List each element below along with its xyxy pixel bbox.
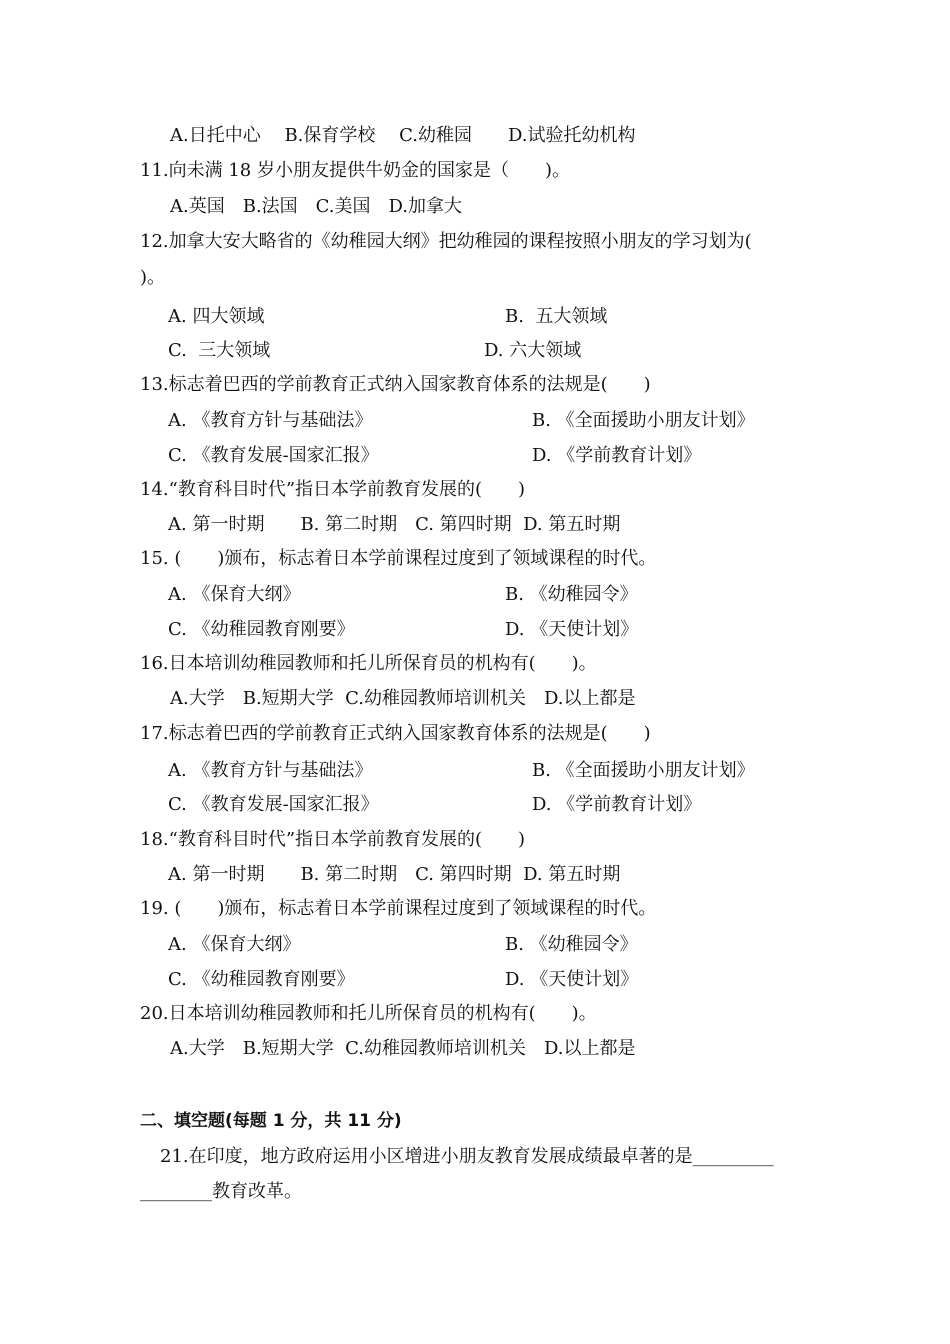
question-stem: 12.加拿大安大略省的《幼稚园大纲》把幼稚园的课程按照小朋友的学习划为(	[140, 231, 752, 252]
question-options: A.日托中心 B.保育学校 C.幼稚园 D.试验托幼机构	[170, 125, 636, 146]
question-options: A.大学 B.短期大学 C.幼稚园教师培训机关 D.以上都是	[170, 1038, 636, 1059]
option-a: A. 《教育方针与基础法》	[168, 410, 373, 431]
question-options: A.英国 B.法国 C.美国 D.加拿大	[170, 196, 463, 217]
option-c: C. 三大领域	[168, 340, 271, 361]
option-b: B. 《幼稚园令》	[505, 584, 638, 605]
option-d: D. 《学前教育计划》	[532, 794, 702, 815]
question-stem: 18.“教育科目时代”指日本学前教育发展的( )	[140, 829, 526, 850]
option-c: C. 《幼稚园教育刚要》	[168, 619, 355, 640]
option-b: B. 《全面援助小朋友计划》	[532, 410, 755, 431]
question-stem: 14.“教育科目时代”指日本学前教育发展的( )	[140, 479, 526, 500]
question-stem-continued: )。	[140, 267, 166, 288]
question-options: A. 第一时期 B. 第二时期 C. 第四时期 D. 第五时期	[168, 514, 621, 535]
question-stem: 20.日本培训幼稚园教师和托儿所保育员的机构有( )。	[140, 1003, 597, 1024]
question-options: A.大学 B.短期大学 C.幼稚园教师培训机关 D.以上都是	[170, 688, 636, 709]
option-b: B. 《幼稚园令》	[505, 934, 638, 955]
option-b: B. 五大领域	[505, 306, 608, 327]
option-c: C. 《教育发展-国家汇报》	[168, 794, 379, 815]
option-a: A. 《教育方针与基础法》	[168, 760, 373, 781]
question-options: A. 第一时期 B. 第二时期 C. 第四时期 D. 第五时期	[168, 864, 621, 885]
option-c: C. 《教育发展-国家汇报》	[168, 445, 379, 466]
question-stem: 16.日本培训幼稚园教师和托儿所保育员的机构有( )。	[140, 653, 597, 674]
option-d: D. 《天使计划》	[505, 969, 639, 990]
question-stem: 15. ( )颁布，标志着日本学前课程过度到了领域课程的时代。	[140, 548, 657, 569]
section-heading: 二、填空题(每题 1 分，共 11 分)	[140, 1111, 402, 1131]
question-stem: 19. ( )颁布，标志着日本学前课程过度到了领域课程的时代。	[140, 898, 657, 919]
question-stem: 21.在印度，地方政府运用小区增进小朋友教育发展成绩最卓著的是_________	[160, 1146, 774, 1167]
question-stem: 17.标志着巴西的学前教育正式纳入国家教育体系的法规是( )	[140, 723, 651, 744]
option-a: A. 《保育大纲》	[168, 934, 301, 955]
option-d: D. 六大领域	[484, 340, 582, 361]
question-stem: 13.标志着巴西的学前教育正式纳入国家教育体系的法规是( )	[140, 374, 651, 395]
option-a: A. 四大领域	[168, 306, 265, 327]
question-stem: 11.向未满 18 岁小朋友提供牛奶金的国家是（ )。	[140, 160, 570, 181]
option-a: A. 《保育大纲》	[168, 584, 301, 605]
option-b: B. 《全面援助小朋友计划》	[532, 760, 755, 781]
question-stem-continued: ________教育改革。	[140, 1181, 302, 1202]
option-c: C. 《幼稚园教育刚要》	[168, 969, 355, 990]
option-d: D. 《学前教育计划》	[532, 445, 702, 466]
option-d: D. 《天使计划》	[505, 619, 639, 640]
